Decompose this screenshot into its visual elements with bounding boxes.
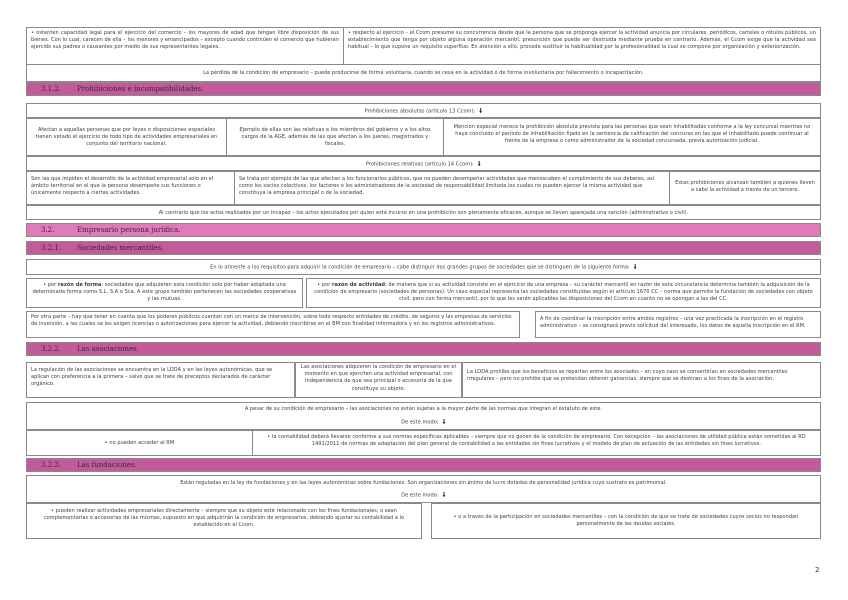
- capacity-text: • ostenten capacidad legal para el ejercicio del comercio – los mayores de edad que tengan libre disposición de sus bienes. Con lo cual, carecen de ella – los menores y emancipados – excepto cuando continúen el comercio que hubieran ejercido sus padres o causantes por medio de sus representantes legales.: [31, 30, 339, 51]
- by-form-box: • por razón de forma: sociedades que adquieren esta condición solo por haber adoptado una determinada forma como S.L, S.A o Sca. A este grupo también pertenecen las sociedades cooperativas y las mutuas.: [26, 278, 303, 308]
- exercise-text: • respecto al ejercicio – el Ccom presume su concurrencia desde que la persona que se proponga ejercer la actividad anuncia por circulares, periódicos, carteles o rótulos públicos, un establecimiento que tenga por objeto alguna operación mercantil, presunción que puede ser destruida mediante prueba en contrario. Además, el Ccom exige que la actividad sea habitual – lo que supone un requisito superfluo. En atención a ello, procede sustituir la habitualidad por la profesionalidad la cual se compone por organización y exteriorización.: [348, 30, 816, 51]
- exercise-box: [343, 27, 821, 65]
- absolute-item-2: Ejemplo de ellas son las relativas a los miembros del gobierno y a los altos cargos de la AGE, además de las que afectan a los jueces, magistrados y fiscales.: [226, 118, 444, 156]
- arrow-down-icon: 🠛: [442, 491, 446, 500]
- public-intervention-box: Por otra parte – hay que tener en cuenta que los poderes públicos cuentan con un marco de intervención, sobre todo respecto entidades de crédito, de seguros y las empresas de servicios de inversión, a las cuales se les exigen licencias o autorizaciones para ejercer la actividad, debiendo inscribirse en el BM con finalidad informadora y en los registros administrativos.: [26, 311, 520, 338]
- page-number: 2: [815, 566, 820, 574]
- relative-prohibitions-title: Prohibiciones relativas (artículo 14 Ccom): 🠛: [26, 156, 821, 171]
- relative-item-3: Estas prohibiciones alcanzan también a quienes lleven a cabo la actividad a través de un tercero.: [669, 171, 821, 205]
- arrow-down-icon: 🠛: [633, 263, 637, 271]
- relative-item-2: Se trata por ejemplo de las que afectan a los funcionarios públicos, que no pueden desempeñar actividades que menoscaben el cumplimiento de sus deberes, así como los socios colectivos, los factores o los administradores de la sociedad de responsabilidad limitada los cuales no pueden ejercer la misma actividad que constituya la empresa principal o de la sociedad.: [234, 171, 670, 205]
- no-rm-box: • no pueden acceder al RM: [26, 430, 253, 456]
- section-number: 3.1.2.: [41, 85, 62, 93]
- absolute-prohibitions-title: Prohibiciones absolutas (artículo 13 Ccom): 🠛: [26, 103, 821, 118]
- absolute-item-1: Afectan a aquellas personas que por leyes o disposiciones especiales tienen vetado el ejercicio de todo tipo de actividades empresariales en conjunto del territorio nacional.: [26, 118, 227, 156]
- accounting-box: • la contabilidad deberá llevarse conforme a sus normas específicas aplicables – siempre que no gocen de la condición de empresario. Con excepción – las asociaciones de utilidad pública están sometidas al RD 1491/2011 de normas de adaptación del plan general de contabilidad a las entidades sin fines lucrativos y el modelo de plan de actuación de las entidades sin fines lucrativos.: [252, 430, 821, 456]
- arrow-down-icon: 🠛: [442, 418, 446, 427]
- association-item-3: La LODA prohíbe que los beneficios se repartan entre los asociados – en cuyo caso se convertirían en sociedades mercantiles irregulares – pero no prohíbe que se pretendan obtener ganancias, siempre que se destinen a los fines de la asociación.: [462, 362, 821, 398]
- arrow-down-icon: 🠛: [477, 160, 482, 168]
- section-header-3-2: 3.2. Empresario persona jurídica.: [26, 223, 821, 237]
- section-header-3-2-1: 3.2.1. Sociedades mercantiles.: [26, 241, 821, 255]
- despite-box: A pesar de su condición de empresario – las asociaciones no están sujetas a la mayor parte de las normas que integran el estatuto de este. De este modo: 🠛: [26, 402, 821, 430]
- loss-text: La pérdida de la condición de empresario – puede producirse de forma voluntaria, cuando se cesa en la actividad o de forma involuntaria por fallecimiento o incapacitación.: [203, 70, 644, 76]
- companies-intro: En lo atinente a los requisitos para adquirir la condición de empresario – cabe distinguir dos grandes grupos de sociedades que se distinguen de la siguiente forma: 🠛: [26, 259, 821, 275]
- relative-item-1: Son las que impiden el desarrollo de la actividad empresarial solo en el ámbito territorial en el que la persona desempeñe sus funciones o únicamente respecto a ciertas actividades.: [26, 171, 235, 205]
- contrary-box: Al contrario que los actos realizados por un incapaz – los actos ejecutados por quien está incurso en una prohibición son plenamente eficaces, aunque se lleven aparejada una sanción (administrativa o civil).: [26, 205, 821, 220]
- absolute-item-3: Mención especial merece la prohibición absoluta prevista para las personas que sean inhabilitadas conforme a la ley concursal mientras no haya concluido el período de inhabilitación fijado en la sentencia de calificación del concurso en las que el inhabilitado puede continuar al frente de la empresa o como administrador de la sociedad concursada, previa autorización judicial.: [443, 118, 821, 156]
- association-item-2: Las asociaciones adquieren la condición de empresario en el momento en que ejerciten una actividad empresarial, con independencia de que sea principal o accesoria de la que constituye su objeto.: [295, 362, 462, 398]
- section-header-3-2-3: 3.2.3. Las fundaciones.: [26, 458, 821, 472]
- capacity-box: [26, 27, 344, 65]
- section-title: Prohibiciones e incompatibilidades.: [77, 85, 204, 93]
- arrow-down-icon: 🠛: [478, 107, 483, 115]
- registry-coordination-box: A fin de coordinar la inscripción entre ambos registros – una vez practicada la inscripción en el registro administrativo – se consignará previo solicitud del interesado, los datos de aquella inscripción en el RM.: [535, 311, 821, 338]
- foundations-intro: Están reguladas en la ley de fundaciones y en las leyes autonómicas sobre fundaciones. Son organizaciones sin ánimo de lucro dotadas de personalidad jurídica cuyo sustrato es patrimonial. De este modo: 🠛: [26, 475, 821, 503]
- foundation-direct-box: • pueden realizar actividades empresariales directamente – siempre que su objeto esté relacionado con los fines fundacionales, o sean complementarias o accesorias de las mismas, supuesto en que adquirirán la condición de empresarios, debiendo ajustar su contabilidad a lo establecido en el Ccom.: [26, 503, 422, 539]
- loss-box: [26, 64, 821, 82]
- section-header-3-2-2: 3.2.2. Las asociaciones.: [26, 342, 821, 356]
- association-item-1: La regulación de las asociaciones se encuentra en la LODA y en las leyes autonómicas, que se aplican con preferencia a la primera – salvo que se trate de preceptos declarados de carácter orgánico.: [26, 362, 295, 398]
- foundation-participation-box: • o a través de la participación en sociedades mercantiles – con la condición de que se trate de sociedades cuyos socios no respondan personalmente de las deudas sociales.: [431, 503, 821, 539]
- section-header-3-1-2: [26, 82, 821, 96]
- by-activity-box: • por razón de actividad: de manera que si su actividad consiste en el ejercicio de una empresa – su carácter mercantil en razón de esta circunstancia determina también la adquisición de la condición de empresario (sociedades de personas). Un caso especial representa las sociedades constituidas según el artículo 1670 CC – norma que permite la fundación de sociedades con objeto civil, pero con forma mercantil, por lo que les serán aplicables las disposiciones del Ccom en cuanto no se opongan a las del CC.: [306, 278, 821, 308]
